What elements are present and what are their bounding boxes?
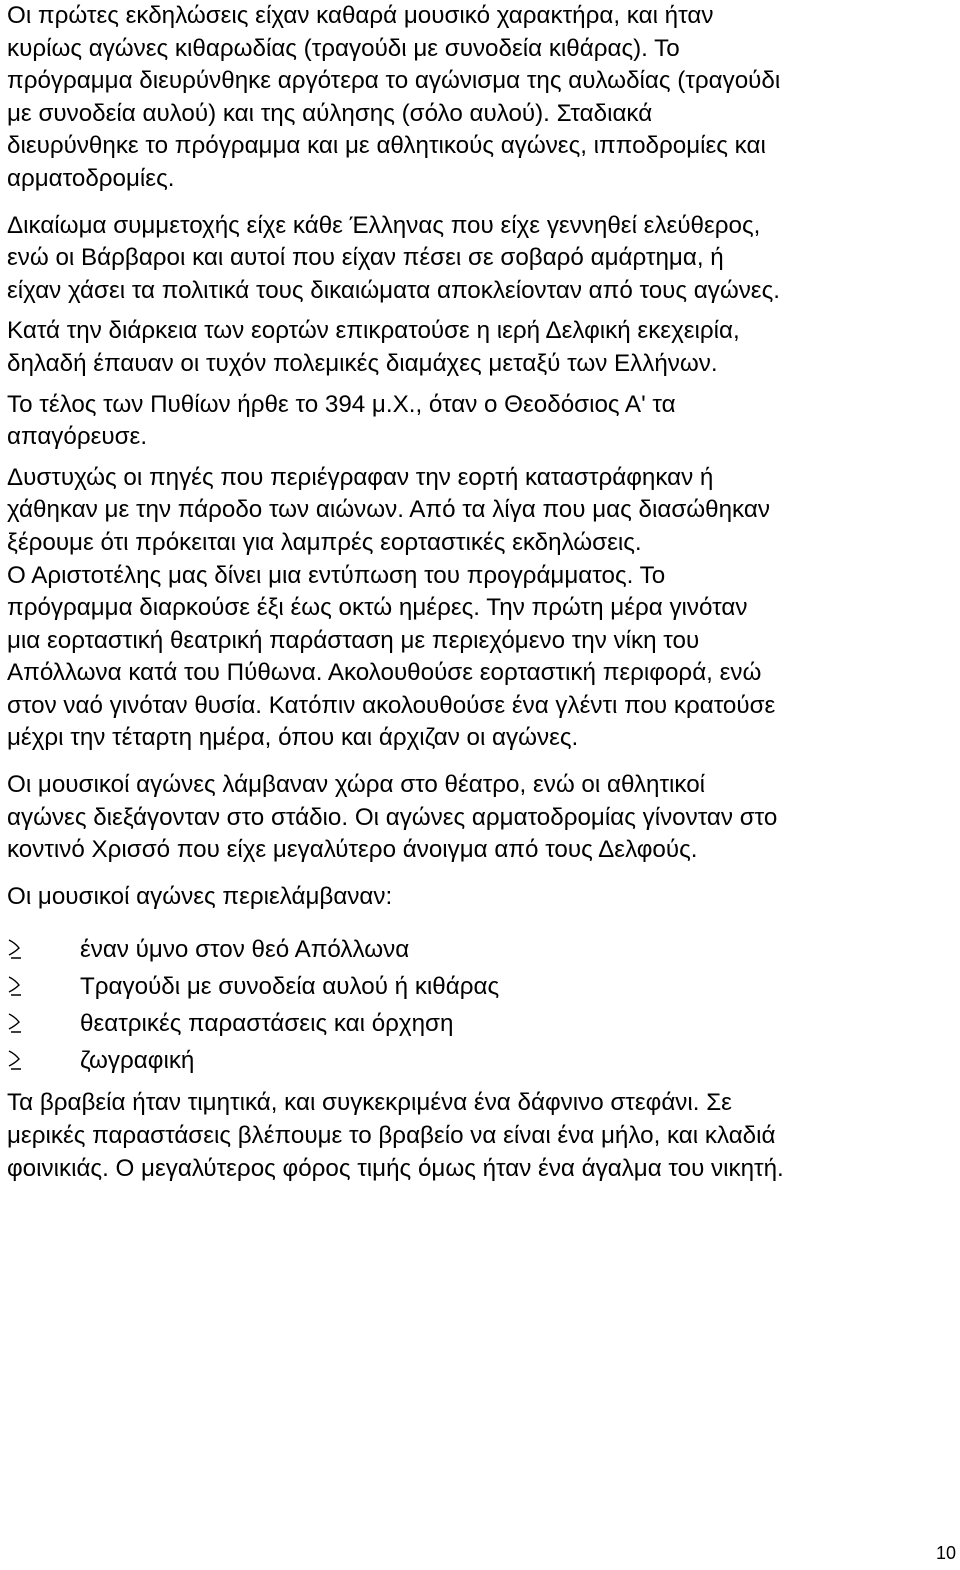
paragraph-program: Δυστυχώς οι πηγές που περιέγραφαν την εορτή καταστράφηκαν ή χάθηκαν με την πάροδο των αιώνων. Από τα λίγα που μας διασώθηκαν ξέρουμε ότι πρόκειται για λαμπρές εορταστικές εκδηλώσεις. Ο Αριστοτέλης μας δίνει μια εντύπωση του προγράμματος. Το πρόγραμμα διαρκούσε έξι έως οκτώ ημέρες. Την πρώτη μέρα γινόταν μια εορταστική θεατρική παράσταση με περιεχόμενο την νίκη του Απόλλωνα κατά του Πύθωνα. Ακολουθούσε εορταστική περιφορά, ενώ στον ναό γινόταν θυσία. Κατόπιν ακολουθούσε ένα γλέντι που κρατούσε μέχρι την τέταρτη ημέρα, όπου και άρχιζαν οι αγώνες. (7, 463, 776, 752)
list-item (7, 1042, 955, 1079)
list-item (7, 1005, 955, 1042)
list-item (7, 931, 955, 968)
list-item (7, 968, 955, 1005)
checkmark-bullet-icon (7, 975, 23, 999)
paragraph-venues: Οι μουσικοί αγώνες λάμβαναν χώρα στο θέατρο, ενώ οι αθλητικοί αγώνες διεξάγονταν στο στάδιο. Οι αγώνες αρματοδρομίας γίνονταν στο κοντινό Χρισσό που είχε μεγαλύτερο άνοιγμα από τους Δελφούς. (7, 771, 778, 864)
paragraph-list-intro: Οι μουσικοί αγώνες περιελάμβαναν: (7, 882, 393, 910)
paragraph-music-origins: Οι πρώτες εκδηλώσεις είχαν καθαρά μουσικό χαρακτήρα, και ήταν κυρίως αγώνες κιθαρωδίας (τραγούδι με συνοδεία κιθάρας). Το πρόγραμμα διευρύνθηκε αργότερα το αγώνισμα της αυλωδίας (τραγούδι με συνοδεία αυλού) και της αύλησης (σόλο αυλού). Σταδιακά διευρύνθηκε το πρόγραμμα και με αθλητικούς αγώνες, ιπποδρομίες και αρματοδρομίες. (7, 2, 781, 192)
music-contests-list (7, 931, 955, 1079)
list-item-text: θεατρικές παραστάσεις και όρχηση (80, 1010, 454, 1038)
checkmark-bullet-icon (7, 1049, 23, 1073)
checkmark-bullet-icon (7, 938, 23, 962)
paragraph-prizes: Τα βραβεία ήταν τιμητικά, και συγκεκριμένα ένα δάφνινο στεφάνι. Σε μερικές παραστάσεις βλέπουμε το βραβείο να είναι ένα μήλο, και κλαδιά φοινικιάς. Ο μεγαλύτερος φόρος τιμής όμως ήταν ένα άγαλμα του νικητή. (7, 1089, 784, 1182)
page-number: 10 (935, 1543, 956, 1563)
list-item-text: Τραγούδι με συνοδεία αυλού ή κιθάρας (80, 973, 500, 1001)
list-item-text: έναν ύμνο στον θεό Απόλλωνα (80, 936, 410, 964)
checkmark-bullet-icon (7, 1012, 23, 1036)
paragraph-end-of-games: Το τέλος των Πυθίων ήρθε το 394 μ.Χ., όταν ο Θεοδόσιος Α' τα απαγόρευσε. (7, 390, 676, 451)
document-page (7, 0, 955, 1185)
paragraph-sacred-truce: Κατά την διάρκεια των εορτών επικρατούσε η ιερή Δελφική εκεχειρία, δηλαδή έπαυαν οι τυχόν πολεμικές διαμάχες μεταξύ των Ελλήνων. (7, 317, 740, 377)
paragraph-participation-rights: Δικαίωμα συμμετοχής είχε κάθε Έλληνας που είχε γεννηθεί ελεύθερος, ενώ οι Βάρβαροι και αυτοί που είχαν πέσει σε σοβαρό αμάρτημα, ή είχαν χάσει τα πολιτικά τους δικαιώματα αποκλείονταν από τους αγώνες. (7, 211, 780, 304)
list-item-text: ζωγραφική (80, 1047, 195, 1075)
